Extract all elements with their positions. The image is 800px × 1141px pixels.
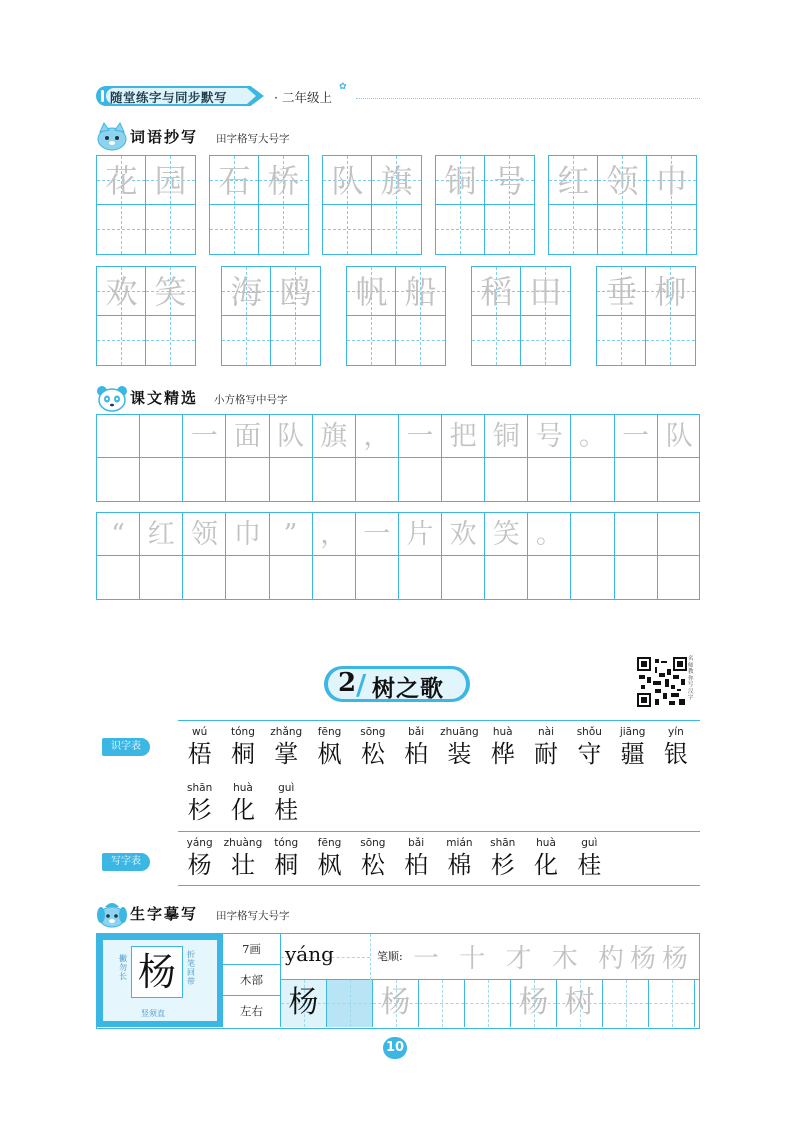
trace-char: 垂 xyxy=(605,273,638,311)
tian-cell[interactable] xyxy=(485,156,534,254)
square-cell[interactable] xyxy=(313,458,356,501)
trace-char: ， xyxy=(363,421,391,452)
trace-char: 海 xyxy=(230,273,263,311)
square-cell[interactable] xyxy=(571,513,614,556)
tian-cell[interactable] xyxy=(222,267,271,365)
char-item xyxy=(524,836,567,880)
trace-char: 红 xyxy=(557,162,590,200)
char-item xyxy=(221,836,264,880)
trace-char: 号 xyxy=(493,162,526,200)
section-title: 生字摹写 xyxy=(130,905,199,923)
char-item xyxy=(438,725,481,769)
trace-cell[interactable] xyxy=(419,980,465,1027)
char-hanzi: 杉 xyxy=(490,851,515,879)
char-item xyxy=(265,836,308,880)
square-cell[interactable] xyxy=(226,513,269,556)
sentence-grid-2 xyxy=(96,512,700,600)
qr-caption: 名师教你写汉字 xyxy=(688,656,694,701)
tian-cell[interactable] xyxy=(646,267,695,365)
char-pinyin: shān xyxy=(490,837,516,849)
trace-char: 一 xyxy=(363,519,391,550)
trace-char: 队 xyxy=(277,421,305,452)
trace-row xyxy=(281,980,699,1027)
tian-cell[interactable] xyxy=(259,156,308,254)
trace-char: 队 xyxy=(331,162,364,200)
trace-char: 船 xyxy=(404,273,437,311)
char-model-panel xyxy=(97,934,223,1027)
trace-cell[interactable] xyxy=(327,980,373,1027)
trace-char: 欢 xyxy=(449,519,477,550)
word-grid xyxy=(435,155,535,255)
word-grid xyxy=(221,266,321,366)
trace-char: 一 xyxy=(190,421,218,452)
square-cell[interactable] xyxy=(97,458,140,501)
square-cell[interactable] xyxy=(658,513,701,556)
square-cell[interactable] xyxy=(356,556,399,599)
square-cell[interactable] xyxy=(97,556,140,599)
radical: 木部 xyxy=(223,965,280,996)
char-pinyin: tóng xyxy=(231,726,255,738)
square-cell[interactable] xyxy=(399,415,442,458)
char-hanzi: 化 xyxy=(534,851,559,879)
trace-cell[interactable] xyxy=(465,980,511,1027)
trace-char: 片 xyxy=(406,519,434,550)
trace-char: 领 xyxy=(606,162,639,200)
qr-code-icon[interactable] xyxy=(637,657,687,707)
trace-char: 稻 xyxy=(480,273,513,311)
trace-char xyxy=(658,513,701,556)
trace-char: 旗 xyxy=(320,421,348,452)
literacy-tag: 识字表 xyxy=(102,738,150,756)
char-hanzi: 棉 xyxy=(447,851,472,879)
section-subtitle: 小方格写中号字 xyxy=(214,394,288,406)
word-grid xyxy=(548,155,697,255)
trace-char: 。 xyxy=(578,421,606,452)
char-pinyin: fēng xyxy=(317,837,342,849)
puppy-mascot-icon xyxy=(96,899,128,929)
word-grid xyxy=(209,155,309,255)
char-pinyin: yáng xyxy=(186,837,213,849)
note-right: 折笔回带 xyxy=(187,950,195,986)
char-pinyin: huà xyxy=(492,726,513,738)
tian-cell[interactable] xyxy=(436,156,485,254)
tian-cell[interactable] xyxy=(97,156,146,254)
stroke-order-label: 笔顺: xyxy=(377,950,403,963)
word-grid xyxy=(96,266,196,366)
trace-char: 园 xyxy=(154,162,187,200)
trace-char: 。 xyxy=(535,519,563,550)
char-pinyin: fēng xyxy=(317,726,342,738)
char-hanzi: 梧 xyxy=(187,740,212,768)
square-cell[interactable] xyxy=(140,415,183,458)
word-grid xyxy=(96,155,196,255)
char-item xyxy=(178,781,221,825)
tian-cell[interactable] xyxy=(597,267,646,365)
tian-cell[interactable] xyxy=(549,156,598,254)
char-hanzi: 枫 xyxy=(317,851,342,879)
tian-cell[interactable] xyxy=(347,267,396,365)
char-pinyin: bǎi xyxy=(408,726,425,738)
trace-char: 面 xyxy=(233,421,261,452)
square-cell[interactable] xyxy=(356,513,399,556)
trace-cell[interactable] xyxy=(649,980,695,1027)
square-cell[interactable] xyxy=(226,415,269,458)
square-cell[interactable] xyxy=(528,415,571,458)
char-hanzi: 化 xyxy=(230,796,255,824)
square-cell[interactable] xyxy=(442,513,485,556)
section-subtitle: 田字格写大号字 xyxy=(216,910,290,922)
char-item xyxy=(394,836,437,880)
char-hanzi: 桐 xyxy=(230,740,255,768)
char-pinyin: mián xyxy=(446,837,473,849)
trace-char: 队 xyxy=(665,421,693,452)
char-item xyxy=(351,725,394,769)
trace-char: ， xyxy=(320,519,348,550)
trace-char: 号 xyxy=(535,421,563,452)
square-cell[interactable] xyxy=(183,458,226,501)
char-item xyxy=(654,725,697,769)
char-item xyxy=(265,781,308,825)
char-pinyin: bǎi xyxy=(408,837,425,849)
page-header xyxy=(96,82,700,108)
char-hanzi: 装 xyxy=(447,740,472,768)
trace-cell[interactable] xyxy=(281,980,327,1027)
pinyin-label: yáng xyxy=(285,942,334,966)
char-hanzi: 桐 xyxy=(274,851,299,879)
section-char-trace xyxy=(96,899,396,929)
tian-cell[interactable] xyxy=(372,156,421,254)
square-cell[interactable] xyxy=(399,513,442,556)
star-icon: ✿ xyxy=(339,82,347,92)
trace-char: 巾 xyxy=(655,162,688,200)
section-title: 课文精选 xyxy=(130,389,199,407)
char-practice-box xyxy=(96,933,700,1029)
char-pinyin: zhuàng xyxy=(223,837,263,849)
char-item xyxy=(178,836,221,880)
char-hanzi: 柏 xyxy=(404,740,429,768)
square-cell[interactable] xyxy=(399,556,442,599)
char-pinyin: nài xyxy=(538,726,555,738)
char-info xyxy=(223,934,281,1027)
char-pinyin: guì xyxy=(278,782,295,794)
char-pinyin: zhǎng xyxy=(270,726,303,738)
square-cell[interactable] xyxy=(399,458,442,501)
char-hanzi: 桦 xyxy=(490,740,515,768)
tian-cell[interactable] xyxy=(323,156,372,254)
grade-label: · 二年级上 xyxy=(274,90,332,105)
trace-char: 树 xyxy=(564,985,595,1020)
word-grid xyxy=(322,155,422,255)
section-word-copy xyxy=(96,122,396,152)
tian-cell[interactable] xyxy=(647,156,696,254)
char-pinyin: huà xyxy=(536,837,556,849)
square-cell[interactable] xyxy=(485,415,528,458)
square-cell[interactable] xyxy=(313,415,356,458)
square-cell[interactable] xyxy=(97,513,140,556)
trace-char: 鸥 xyxy=(279,273,312,311)
trace-cell[interactable] xyxy=(373,980,419,1027)
square-cell[interactable] xyxy=(571,556,614,599)
square-cell[interactable] xyxy=(140,458,183,501)
note-bottom: 竖须直 xyxy=(141,1009,165,1018)
square-cell[interactable] xyxy=(226,458,269,501)
trace-char: ” xyxy=(283,519,298,550)
char-pinyin: shǒu xyxy=(576,726,602,738)
structure: 左右 xyxy=(240,1004,263,1018)
lesson-number: 2 xyxy=(338,668,357,698)
trace-char: 铜 xyxy=(444,162,477,200)
square-cell[interactable] xyxy=(183,513,226,556)
sample-char: 杨 xyxy=(288,985,319,1020)
trace-char xyxy=(615,513,657,556)
trace-char: 石 xyxy=(218,162,251,200)
square-cell[interactable] xyxy=(615,458,658,501)
tian-cell[interactable] xyxy=(598,156,647,254)
char-item xyxy=(394,725,437,769)
square-cell[interactable] xyxy=(615,415,658,458)
square-cell[interactable] xyxy=(658,458,701,501)
char-item xyxy=(265,725,308,769)
square-cell[interactable] xyxy=(140,513,183,556)
trace-char: 帆 xyxy=(355,273,388,311)
square-cell[interactable] xyxy=(658,556,701,599)
section-text-selection xyxy=(96,383,396,413)
square-cell[interactable] xyxy=(183,556,226,599)
char-pinyin: huà xyxy=(233,782,253,794)
trace-char: 花 xyxy=(105,162,138,200)
tian-cell[interactable] xyxy=(271,267,320,365)
char-pinyin: tóng xyxy=(274,837,299,849)
section-title: 词语抄写 xyxy=(130,128,199,146)
trace-char: 田 xyxy=(529,273,562,311)
square-cell[interactable] xyxy=(571,458,614,501)
char-hanzi: 杨 xyxy=(187,851,212,879)
lesson-name: 树之歌 xyxy=(372,676,444,702)
writing-tag: 写字表 xyxy=(102,853,150,871)
square-cell[interactable] xyxy=(442,458,485,501)
section-subtitle: 田字格写大号字 xyxy=(216,133,290,145)
char-pinyin: yín xyxy=(668,726,684,738)
tian-cell[interactable] xyxy=(396,267,445,365)
word-grid xyxy=(596,266,696,366)
trace-char: 旗 xyxy=(380,162,413,200)
trace-cell[interactable] xyxy=(511,980,557,1027)
square-cell[interactable] xyxy=(658,415,701,458)
char-item xyxy=(351,836,394,880)
trace-char: 笑 xyxy=(154,273,187,311)
char-hanzi: 耐 xyxy=(534,740,559,768)
square-cell[interactable] xyxy=(528,556,571,599)
trace-char: 一 xyxy=(622,421,650,452)
trace-char: “ xyxy=(111,519,125,550)
square-cell[interactable] xyxy=(442,415,485,458)
square-cell[interactable] xyxy=(615,513,658,556)
trace-char xyxy=(571,513,613,556)
trace-char: 把 xyxy=(449,421,477,452)
char-item xyxy=(308,725,351,769)
char-pinyin: shān xyxy=(187,782,213,794)
trace-char: 铜 xyxy=(492,421,520,452)
char-hanzi: 掌 xyxy=(274,740,299,768)
square-cell[interactable] xyxy=(270,458,313,501)
char-hanzi: 桂 xyxy=(577,851,602,879)
char-hanzi: 松 xyxy=(360,851,385,879)
square-cell[interactable] xyxy=(528,513,571,556)
lesson-title: 2 / 树之歌 xyxy=(324,664,470,704)
pinyin-stroke-row xyxy=(281,934,699,980)
square-cell[interactable] xyxy=(270,556,313,599)
char-item xyxy=(524,725,567,769)
square-cell[interactable] xyxy=(442,556,485,599)
trace-char: 领 xyxy=(190,519,218,550)
square-cell[interactable] xyxy=(615,556,658,599)
word-grid xyxy=(346,266,446,366)
square-cell[interactable] xyxy=(528,458,571,501)
trace-char xyxy=(97,415,139,458)
square-cell[interactable] xyxy=(140,556,183,599)
tian-cell[interactable] xyxy=(472,267,521,365)
model-char: 杨 xyxy=(131,946,183,998)
tian-cell[interactable] xyxy=(210,156,259,254)
header-divider xyxy=(356,98,700,99)
square-cell[interactable] xyxy=(485,458,528,501)
trace-char: 杨 xyxy=(380,985,411,1020)
trace-char: 巾 xyxy=(233,519,261,550)
char-item xyxy=(438,836,481,880)
trace-char: 桥 xyxy=(267,162,300,200)
stroke-count: 7画 xyxy=(223,934,280,965)
tian-cell[interactable] xyxy=(97,267,146,365)
note-left: 撇勿长 xyxy=(119,954,127,981)
char-pinyin: guì xyxy=(581,837,598,849)
square-cell[interactable] xyxy=(270,513,313,556)
tian-cell[interactable] xyxy=(146,156,195,254)
square-cell[interactable] xyxy=(485,556,528,599)
char-hanzi: 柏 xyxy=(404,851,429,879)
cat-mascot-icon xyxy=(96,122,128,152)
char-hanzi: 壮 xyxy=(230,851,255,879)
square-cell[interactable] xyxy=(183,415,226,458)
trace-char xyxy=(140,415,182,458)
square-cell[interactable] xyxy=(313,556,356,599)
trace-char: 一 xyxy=(406,421,434,452)
square-cell[interactable] xyxy=(356,415,399,458)
trace-char: 柳 xyxy=(654,273,687,311)
word-grid xyxy=(471,266,571,366)
char-hanzi: 疆 xyxy=(620,740,645,768)
square-cell[interactable] xyxy=(356,458,399,501)
char-hanzi: 松 xyxy=(360,740,385,768)
square-cell[interactable] xyxy=(571,415,614,458)
char-item xyxy=(308,836,351,880)
square-cell[interactable] xyxy=(485,513,528,556)
trace-cell[interactable] xyxy=(603,980,649,1027)
trace-cell[interactable] xyxy=(557,980,603,1027)
tian-cell[interactable] xyxy=(146,267,195,365)
char-hanzi: 桂 xyxy=(274,796,299,824)
trace-char: 欢 xyxy=(105,273,138,311)
char-hanzi: 守 xyxy=(577,740,602,768)
char-pinyin: sōng xyxy=(360,726,386,738)
char-item xyxy=(481,836,524,880)
char-pinyin: wú xyxy=(192,726,208,738)
panda-mascot-icon xyxy=(96,383,128,413)
char-item xyxy=(568,836,611,880)
page-number: 10 xyxy=(383,1037,407,1059)
book-title: 随堂练字与同步默写 xyxy=(110,90,228,105)
char-pinyin: sōng xyxy=(360,837,386,849)
square-cell[interactable] xyxy=(226,556,269,599)
char-pinyin: jiāng xyxy=(619,726,646,738)
char-item xyxy=(178,725,221,769)
tian-cell[interactable] xyxy=(521,267,570,365)
trace-char: 笑 xyxy=(492,519,520,550)
square-cell[interactable] xyxy=(97,415,140,458)
square-cell[interactable] xyxy=(270,415,313,458)
char-hanzi: 银 xyxy=(663,740,688,768)
trace-char: 红 xyxy=(147,519,175,550)
char-hanzi: 枫 xyxy=(317,740,342,768)
char-item xyxy=(611,725,654,769)
char-item xyxy=(481,725,524,769)
square-cell[interactable] xyxy=(313,513,356,556)
char-pinyin: zhuāng xyxy=(440,726,479,738)
trace-char: 杨 xyxy=(518,985,549,1020)
char-item xyxy=(568,725,611,769)
char-item xyxy=(221,725,264,769)
sentence-grid-1 xyxy=(96,414,700,502)
char-hanzi: 杉 xyxy=(187,796,212,824)
char-item xyxy=(221,781,264,825)
stroke-order: 一 十 才 木 杓杨杨 xyxy=(413,944,695,974)
